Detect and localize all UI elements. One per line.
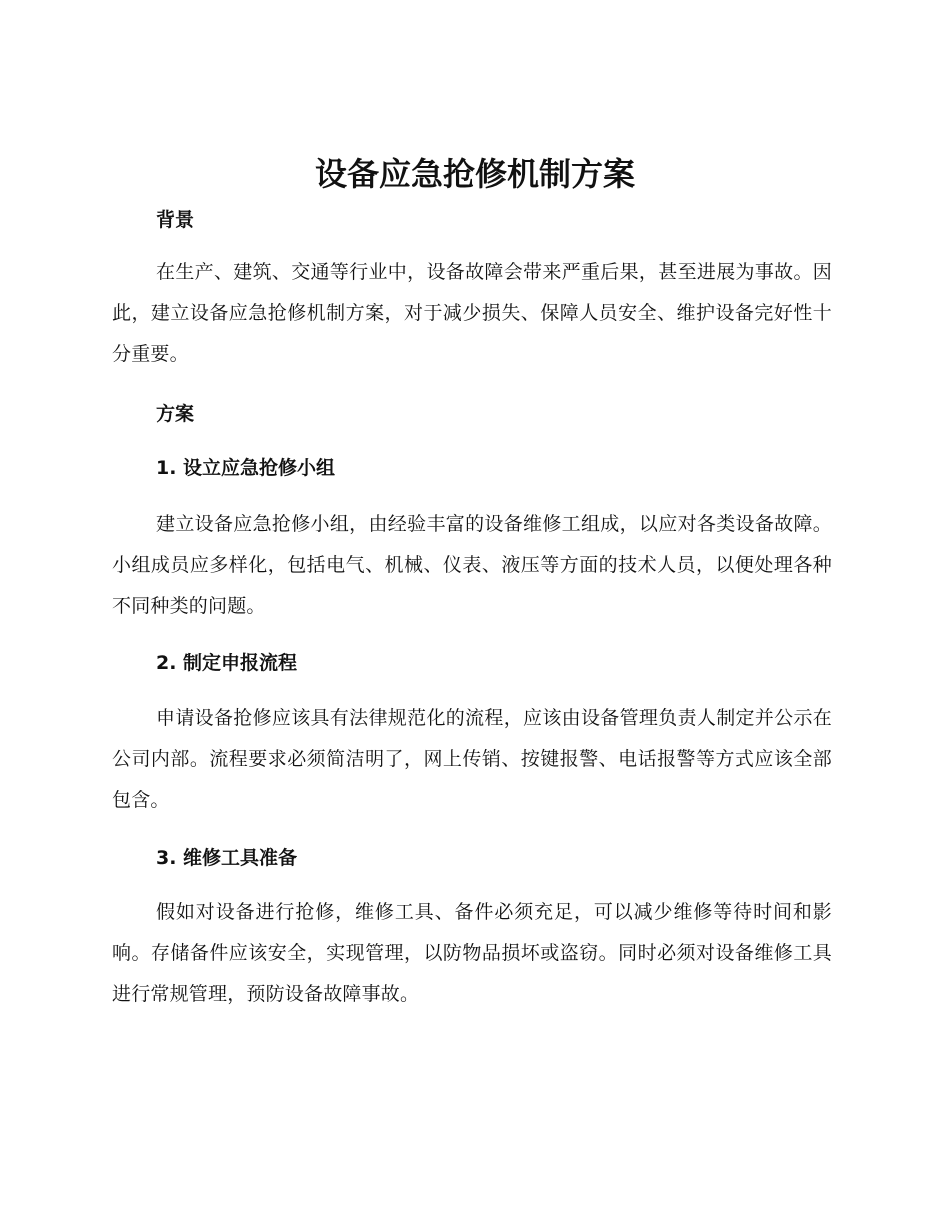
section-paragraph-tool-preparation: 假如对设备进行抢修，维修工具、备件必须充足，可以减少维修等待时间和影响。存储备件应该安全，实现管理，以防物品损坏或盗窃。同时必须对设备维修工具进行常规管理，预防设备故障事故。 — [112, 901, 832, 1005]
section-heading-background: 背景 — [156, 209, 195, 231]
section-paragraph-reporting-process: 申请设备抢修应该具有法律规范化的流程，应该由设备管理负责人制定并公示在公司内部。流程要求必须简洁明了，网上传销、按键报警、电话报警等方式应该全部包含。 — [112, 707, 832, 811]
section-heading-emergency-team: 1. 设立应急抢修小组 — [156, 457, 336, 479]
section-heading-tool-preparation: 3. 维修工具准备 — [156, 847, 298, 869]
document-title: 设备应急抢修机制方案 — [314, 155, 635, 193]
section-paragraph-emergency-team: 建立设备应急抢修小组，由经验丰富的设备维修工组成，以应对各类设备故障。小组成员应多样化，包括电气、机械、仪表、液压等方面的技术人员，以便处理各种不同种类的问题。 — [112, 513, 832, 617]
section-heading-plan: 方案 — [156, 403, 195, 425]
section-paragraph-background: 在生产、建筑、交通等行业中，设备故障会带来严重后果，甚至进展为事故。因此，建立设备应急抢修机制方案，对于减少损失、保障人员安全、维护设备完好性十分重要。 — [112, 261, 832, 365]
section-heading-reporting-process: 2. 制定申报流程 — [156, 652, 298, 674]
